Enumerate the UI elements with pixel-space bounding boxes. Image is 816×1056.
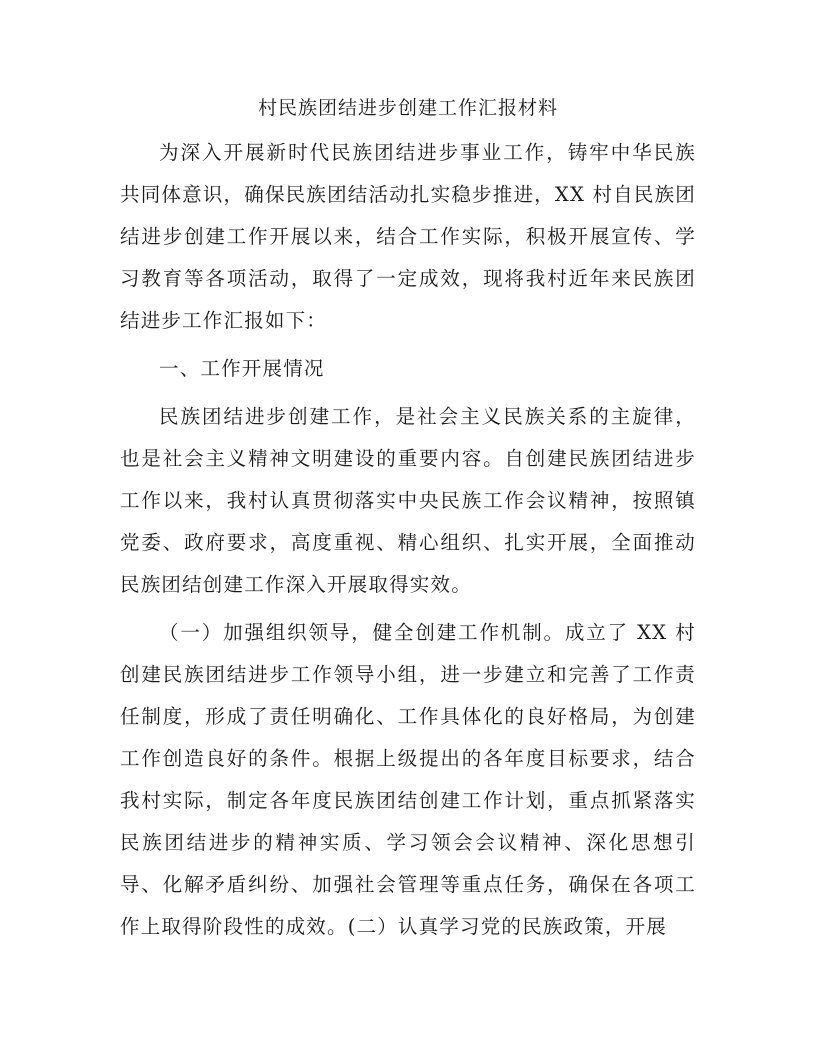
document-page: [120, 88, 696, 954]
section-paragraph: 民族团结进步创建工作，是社会主义民族关系的主旋律，也是社会主义精神文明建设的重要内容。自创建民族团结进步工作以来，我村认真贯彻落实中央民族工作会议精神，按照镇党委、政府要求，高度重视、精心组织、扎实开展，全面推动民族团结创建工作深入开展取得实效。: [120, 405, 696, 596]
intro-paragraph: 为深入开展新时代民族团结进步事业工作，铸牢中华民族共同体意识，确保民族团结活动扎实稳步推进，XX 村自民族团结进步创建工作开展以来，结合工作实际，积极开展宣传、学习教育等各项活动，取得了一定成效，现将我村近年来民族团结进步工作汇报如下：: [120, 141, 696, 332]
subsection-paragraph: （一）加强组织领导，健全创建工作机制。成立了 XX 村创建民族团结进步工作领导小组，进一步建立和完善了工作责任制度，形成了责任明确化、工作具体化的良好格局，为创建工作创造良好的条件。根据上级提出的各年度目标要求，结合我村实际，制定各年度民族团结创建工作计划，重点抓紧落实民族团结进步的精神实质、学习领会会议精神、深化思想引导、化解矛盾纠纷、加强社会管理等重点任务，确保在各项工作上取得阶段性的成效。(二）认真学习党的民族政策，开展: [120, 621, 696, 938]
section-heading: 一、工作开展情况: [159, 357, 325, 380]
document-title: 村民族团结进步创建工作汇报材料: [257, 97, 558, 119]
